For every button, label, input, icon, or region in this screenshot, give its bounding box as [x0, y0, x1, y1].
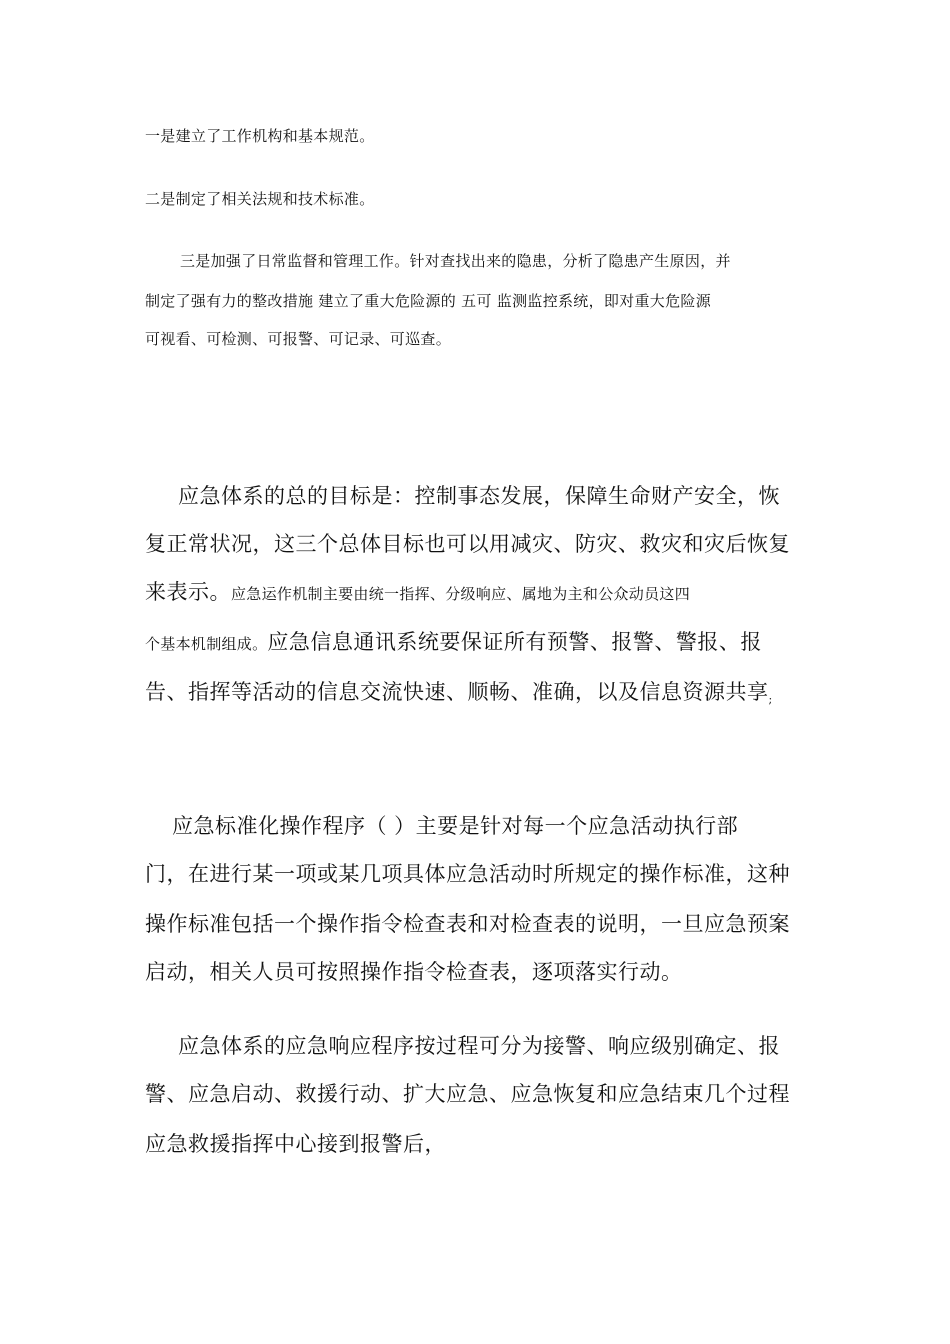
goal-line-2: 复正常状况，这三个总体目标也可以用减灾、防灾、救灾和灾后恢复 — [145, 532, 790, 556]
comm-line-2-text: 告、指挥等活动的信息交流快速、顺畅、准确，以及信息资源共享 — [145, 680, 769, 704]
paragraph-1: 一是建立了工作机构和基本规范。 — [145, 127, 375, 145]
paragraph-2: 二是制定了相关法规和技术标准。 — [145, 190, 375, 208]
response-line-3: 应急救援指挥中心接到报警后， — [145, 1132, 446, 1156]
sop-line-3: 操作标准包括一个操作指令检查表和对检查表的说明，一旦应急预案 — [145, 912, 790, 936]
goal-line-3-large: 来表示。 — [145, 580, 231, 604]
sop-line-2: 门，在进行某一项或某几项具体应急活动时所规定的操作标准，这种 — [145, 862, 790, 886]
comm-line-2 — [145, 676, 773, 706]
sop-line-4: 启动，相关人员可按照操作指令检查表，逐项落实行动。 — [145, 960, 683, 984]
goal-line-3 — [145, 576, 690, 606]
paragraph-3-line-3: 可视看、可检测、可报警、可记录、可巡查。 — [145, 330, 452, 348]
mechanism-line-2: 个基本机制组成。 — [145, 635, 268, 653]
response-line-1: 应急体系的应急响应程序按过程可分为接警、响应级别确定、报 — [178, 1034, 780, 1058]
mechanism-line-1: 应急运作机制主要由统一指挥、分级响应、属地为主和公众动员这四 — [231, 585, 691, 603]
sop-line-1: 应急标准化操作程序（ ）主要是针对每一个应急活动执行部 — [172, 814, 739, 838]
comm-line-2-mark: ; — [768, 693, 773, 706]
comm-line-1: 应急信息通讯系统要保证所有预警、报警、警报、报 — [267, 630, 762, 654]
goal-line-4 — [145, 626, 762, 656]
goal-line-1: 应急体系的总的目标是：控制事态发展，保障生命财产安全，恢 — [178, 484, 780, 508]
paragraph-3-line-2: 制定了强有力的整改措施 建立了重大危险源的 五可 监测监控系统，即对重大危险源 — [145, 292, 712, 310]
response-line-2: 警、应急启动、救援行动、扩大应急、应急恢复和应急结束几个过程 — [145, 1082, 790, 1106]
paragraph-3-line-1: 三是加强了日常监督和管理工作。针对查找出来的隐患，分析了隐患产生原因，并 — [180, 252, 731, 270]
